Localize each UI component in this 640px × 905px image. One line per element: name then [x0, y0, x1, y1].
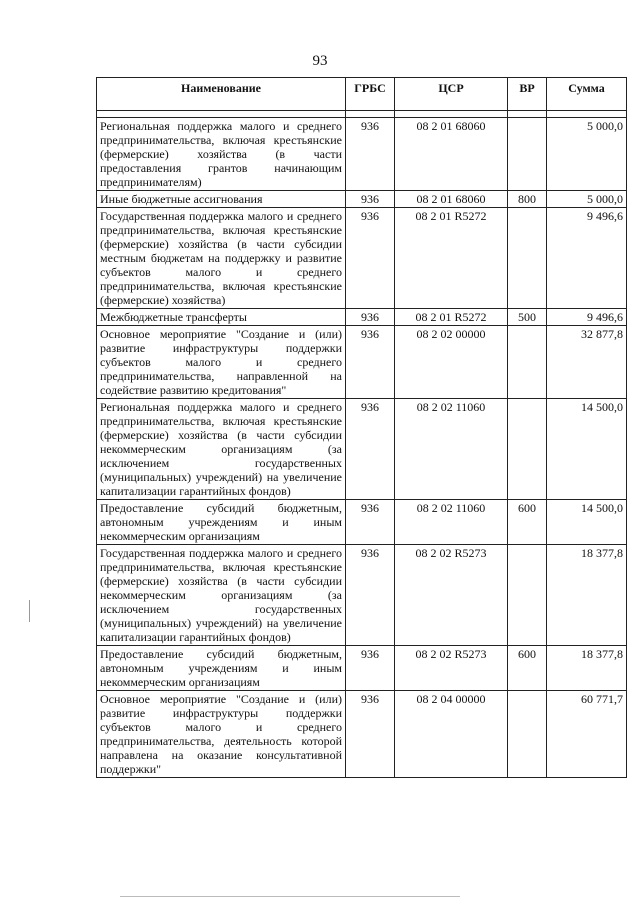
- row-vr: 600: [508, 500, 547, 545]
- header-csr: ЦСР: [395, 78, 508, 111]
- row-csr: 08 2 02 00000: [395, 326, 508, 399]
- row-sum: 18 377,8: [547, 545, 627, 646]
- row-vr: [508, 399, 547, 500]
- table-row: [97, 545, 627, 646]
- spacer-row: [97, 111, 627, 118]
- row-name: Региональная поддержка малого и среднего предпринимательства, включая крестьянские (фермерские) хозяйства (в части субсидии некоммерческим организациям (за исключением государственных (муниципальных) учреждений) на увеличение капитализации гарантийных фондов): [97, 399, 346, 500]
- row-sum: 5 000,0: [547, 191, 627, 208]
- row-name: Межбюджетные трансферты: [97, 309, 346, 326]
- row-sum: 60 771,7: [547, 691, 627, 778]
- row-grbs: 936: [346, 326, 395, 399]
- row-grbs: 936: [346, 191, 395, 208]
- row-vr: 800: [508, 191, 547, 208]
- row-grbs: 936: [346, 309, 395, 326]
- row-csr: 08 2 02 R5273: [395, 545, 508, 646]
- row-name: Государственная поддержка малого и среднего предпринимательства, включая крестьянские (фермерские) хозяйства (в части субсидии местным бюджетам на поддержку и развитие субъектов малого и среднего предпринимательства, включая крестьянские (фермерские) хозяйства): [97, 208, 346, 309]
- row-csr: 08 2 04 00000: [395, 691, 508, 778]
- scan-edge-mark: [29, 600, 30, 622]
- row-vr: [508, 691, 547, 778]
- row-csr: 08 2 01 68060: [395, 191, 508, 208]
- table-row: [97, 691, 627, 778]
- row-grbs: 936: [346, 545, 395, 646]
- page-number: 93: [312, 53, 328, 69]
- row-name: Основное мероприятие "Создание и (или) развитие инфраструктуры поддержки субъектов малого и среднего предпринимательства, деятельность которой направлена на оказание консультативной поддержки": [97, 691, 346, 778]
- table-header-row: [97, 78, 627, 111]
- row-name: Государственная поддержка малого и среднего предпринимательства, включая крестьянские (фермерские) хозяйства (в части субсидии некоммерческим организациям (за исключением государственных (муниципальных) учреждений) на увеличение капитализации гарантийных фондов): [97, 545, 346, 646]
- row-vr: [508, 208, 547, 309]
- row-sum: 18 377,8: [547, 646, 627, 691]
- table-row: [97, 399, 627, 500]
- header-grbs: ГРБС: [346, 78, 395, 111]
- row-sum: 5 000,0: [547, 118, 627, 191]
- table-row: [97, 191, 627, 208]
- row-grbs: 936: [346, 118, 395, 191]
- row-name: Предоставление субсидий бюджетным, автономным учреждениям и иным некоммерческим организациям: [97, 500, 346, 545]
- row-sum: 14 500,0: [547, 399, 627, 500]
- header-sum: Сумма: [547, 78, 627, 111]
- row-sum: 14 500,0: [547, 500, 627, 545]
- row-csr: 08 2 02 11060: [395, 500, 508, 545]
- row-sum: 9 496,6: [547, 208, 627, 309]
- row-csr: 08 2 02 R5273: [395, 646, 508, 691]
- header-name: Наименование: [97, 78, 346, 111]
- header-vr: ВР: [508, 78, 547, 111]
- row-grbs: 936: [346, 208, 395, 309]
- row-vr: [508, 326, 547, 399]
- row-csr: 08 2 01 68060: [395, 118, 508, 191]
- row-name: Региональная поддержка малого и среднего предпринимательства, включая крестьянские (фермерские) хозяйства (в части предоставления грантов начинающим предпринимателям): [97, 118, 346, 191]
- row-vr: 500: [508, 309, 547, 326]
- row-name: Основное мероприятие "Создание и (или) развитие инфраструктуры поддержки субъектов малого и среднего предпринимательства, направленной на содействие развитию кредитования": [97, 326, 346, 399]
- table-row: [97, 326, 627, 399]
- table-row: [97, 208, 627, 309]
- row-grbs: 936: [346, 691, 395, 778]
- row-grbs: 936: [346, 500, 395, 545]
- row-sum: 9 496,6: [547, 309, 627, 326]
- table-row: [97, 118, 627, 191]
- row-vr: [508, 118, 547, 191]
- row-csr: 08 2 01 R5272: [395, 309, 508, 326]
- row-grbs: 936: [346, 646, 395, 691]
- row-grbs: 936: [346, 399, 395, 500]
- table-row: [97, 500, 627, 545]
- row-name: Предоставление субсидий бюджетным, автономным учреждениям и иным некоммерческим организациям: [97, 646, 346, 691]
- row-name: Иные бюджетные ассигнования: [97, 191, 346, 208]
- scan-bottom-line: [120, 896, 460, 897]
- table-row: [97, 646, 627, 691]
- table-row: [97, 309, 627, 326]
- row-csr: 08 2 01 R5272: [395, 208, 508, 309]
- row-csr: 08 2 02 11060: [395, 399, 508, 500]
- row-vr: 600: [508, 646, 547, 691]
- row-sum: 32 877,8: [547, 326, 627, 399]
- row-vr: [508, 545, 547, 646]
- budget-table: [96, 77, 627, 778]
